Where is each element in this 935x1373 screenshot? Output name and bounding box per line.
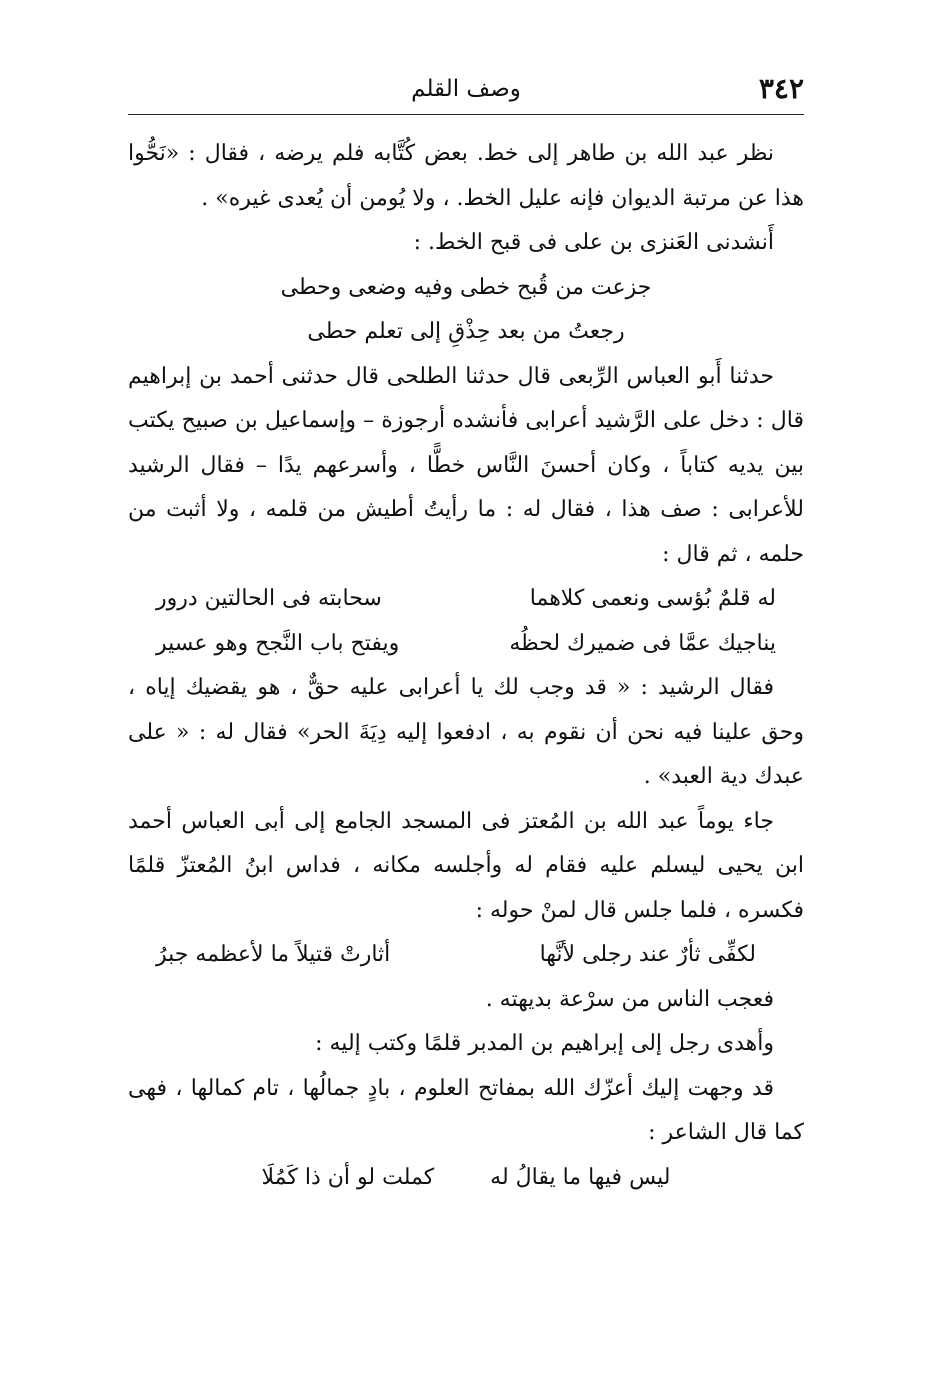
paragraph: فعجب الناس من سرْعة بديهته . [485,986,774,1012]
verse-hemistich: جزعت من قُبح خطى وفيه وضعى وحطى [280,274,652,300]
paragraph: جاء يوماً عبد الله بن المُعتز فى المسجد الجامع إلى أبى العباس أحمد ابن يحيى ليسلم عليه فقام له وأجلسه مكانه ، فداس ابنُ المُعتزّ قلمًا فكسره ، فلما جلس قال لمنْ حوله : [128,808,804,923]
paragraph: قد وجهت إليك أعزّك الله بمفاتح العلوم ، بادٍ جمالُها ، تام كمالها ، فهى كما قال الشاعر : [128,1075,804,1145]
page-body [128,132,804,1200]
verse-hemistich-second: سحابته فى الحالتين درور [156,586,382,611]
verse-hemistich-first: ليس فيها ما يقالُ له [490,1164,671,1190]
verse-line [128,1156,804,1201]
verse-line [128,622,804,667]
running-title: وصف القلم [411,76,521,102]
paragraph: وأهدى رجل إلى إبراهيم بن المدبر قلمًا وكتب إليه : [315,1031,774,1056]
verse-line [128,266,804,311]
verse-hemistich-first: يناجيك عمَّا فى ضميرك لحظُه [509,630,776,656]
page-number: ٣٤٢ [758,72,804,105]
verse-hemistich-second: كملت لو أن ذا كَمُلَا [261,1164,435,1190]
verse-hemistich-first: لكفِّى ثأرٌ عند رجلى لأنَّها [539,942,756,967]
verse-hemistich-first: له قلمٌ بُؤسى ونعمى كلاهما [529,586,776,611]
verse-line [128,577,804,622]
header-rule [128,114,804,115]
paragraph: فقال الرشيد : « قد وجب لك يا أعرابى عليه حقٌّ ، هو يقضيك إياه ، وحق علينا فيه نحن أن نقوم به ، ادفعوا إليه دِيَةَ الحر» فقال له : « على عبدك دية العبد» . [128,675,804,789]
verse-line [128,310,804,355]
paragraph: أَنشدنى العَنزى بن على فى قبح الخط. : [413,230,774,255]
paragraph: نظر عبد الله بن طاهر إلى خط. بعض كُتَّابه فلم يرضه ، فقال : «نَحُّوا هذا عن مرتبة الديوان فإنه عليل الخط. ، ولا يُومن أن يُعدى غيره» . [128,141,804,211]
paragraph: حدثنا أَبو العباس الرِّبعى قال حدثنا الطلحى قال حدثنى أحمد بن إبراهيم قال : دخل على الرَّشيد أعرابى فأنشده أرجوزة – وإسماعيل بن صبيح يكتب بين يديه كتاباً ، وكان أحسنَ النَّاس خطًّا ، وأسرعهم يدًا – فقال الرشيد للأعرابى : صف هذا ، فقال له : ما رأيتُ أطيش من قلمه ، ولا أثبت من حلمه ، ثم قال : [128,363,804,567]
verse-hemistich-second: أثارتْ قتيلاً ما لأعظمه جبرُ [156,942,391,967]
verse-hemistich-second: ويفتح باب النَّجح وهو عسير [156,630,400,656]
page-header [128,72,804,114]
verse-hemistich: رجعتُ من بعد حِذْقِ إلى تعلم حطى [307,319,625,344]
verse-line [128,933,804,978]
